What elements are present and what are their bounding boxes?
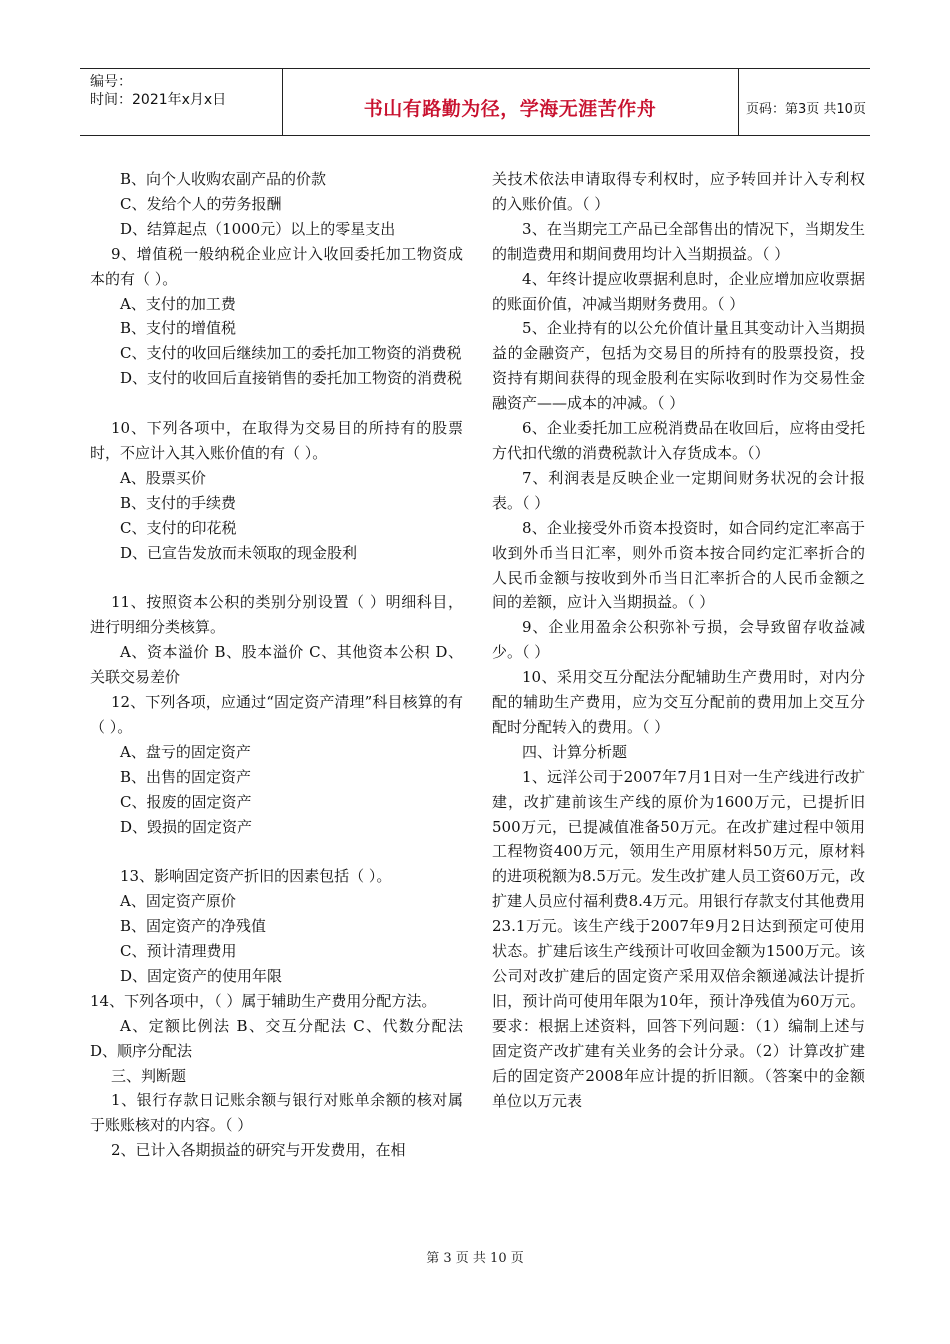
option-a: A、股票买价: [120, 468, 206, 487]
judgment-8: 8、企业接受外币资本投资时，如合同约定汇率高于收到外币当日汇率，则外币资本按合同约定汇率折合的人民币金额与按收到外币当日汇率折合的人民币金额之间的差额，应计入当期损益。（ ）: [492, 518, 865, 612]
question-11: 11、按照资本公积的类别分别设置（ ）明细科目，进行明细分类核算。: [90, 593, 463, 637]
question-10: 10、下列各项中，在取得为交易目的所持有的股票时，不应计入其入账价值的有（ ）。: [90, 419, 463, 462]
judgment-2-cont: 关技术依法申请取得专利权时，应予转回并计入专利权的入账价值。（ ）: [492, 170, 865, 213]
question-14: 14、下列各项中，（ ）属于辅助生产费用分配方法。: [90, 991, 437, 1010]
spacer: [90, 391, 463, 416]
option-b: B、固定资产的净残值: [120, 917, 267, 936]
motto: 书山有路勤为径，学海无涯苦作舟: [363, 97, 657, 120]
question-9: 9、增值税一般纳税企业应计入收回委托加工物资成本的有（ ）。: [90, 244, 463, 288]
option-c: C、报废的固定资产: [120, 792, 252, 811]
spacer: [90, 839, 463, 864]
option-c: C、预计清理费用: [120, 942, 237, 961]
option-c: C、发给个人的劳务报酬: [120, 194, 282, 213]
option-d: D、固定资产的使用年限: [120, 966, 283, 985]
option-c: C、支付的收回后继续加工的委托加工物资的消费税: [120, 344, 462, 363]
judgment-2: 2、已计入各期损益的研究与开发费用，在相: [111, 1141, 406, 1160]
options-14: A、定额比例法 B、交互分配法 C、代数分配法 D、顺序分配法: [90, 1016, 463, 1060]
option-a: A、固定资产原价: [120, 892, 236, 911]
options-11: A、资本溢价 B、股本溢价 C、其他资本公积 D、关联交易差价: [90, 643, 463, 687]
judgment-3: 3、在当期完工产品已全部售出的情况下，当期发生的制造费用和期间费用均计入当期损益。（ ）: [492, 219, 865, 263]
option-b: B、支付的手续费: [120, 493, 237, 512]
option-a: A、盘亏的固定资产: [120, 742, 251, 761]
page-footer: 第 3 页 共 10 页: [426, 1251, 524, 1266]
spacer: [90, 565, 463, 590]
right-column: [492, 167, 865, 1113]
page-header: [80, 68, 870, 136]
option-b: B、向个人收购农副产品的价款: [120, 170, 327, 188]
left-column: [90, 167, 463, 1163]
question-13: 13、影响固定资产折旧的因素包括（ ）。: [120, 867, 392, 886]
option-d: D、已宣告发放而未领取的现金股利: [120, 543, 358, 562]
option-a: A、支付的加工费: [120, 294, 236, 313]
option-b: B、支付的增值税: [120, 319, 237, 338]
calculation-1: 1、远洋公司于2007年7月1日对一生产线进行改扩建，改扩建前该生产线的原价为1600万元，已提折旧500万元，已提减值准备50万元。在改扩建过程中领用工程物资400万元，领用生产用原材料50万元，原材料的进项税额为8.5万元。发生改扩建人员工资60万元，改扩建人员应付福利费8.4万元。用银行存款支付其他费用23.1万元。该生产线于2007年9月2日达到预定可使用状态。扩建后该生产线预计可收回金额为1500万元。该公司对改扩建后的固定资产采用双倍余额递减法计提折旧，预计尚可使用年限为10年，预计净残值为60万元。要求：根据上述资料，回答下列问题：（1）编制上述与固定资产改扩建有关业务的会计分录。（2）计算改扩建后的固定资产2008年应计提的折旧额。（答案中的金额单位以万元表: [492, 767, 865, 1110]
header-motto-cell: [282, 69, 739, 135]
date-label: 时间：2021年x月x日: [90, 92, 227, 108]
judgment-1: 1、银行存款日记账余额与银行对账单余额的核对属于账账核对的内容。（ ）: [90, 1091, 463, 1135]
option-d: D、毁损的固定资产: [120, 817, 253, 836]
question-12: 12、下列各项，应通过“固定资产清理”科目核算的有（ ）。: [90, 693, 463, 736]
judgment-4: 4、年终计提应收票据利息时，企业应增加应收票据的账面价值，冲减当期财务费用。（ ）: [492, 269, 865, 313]
judgment-9: 9、企业用盈余公积弥补亏损，会导致留存收益减少。（ ）: [492, 618, 865, 662]
judgment-7: 7、利润表是反映企业一定期间财务状况的会计报表。（ ）: [492, 468, 865, 512]
judgment-6: 6、企业委托加工应税消费品在收回后，应将由受托方代扣代缴的消费税款计入存货成本。（）: [492, 419, 865, 462]
option-c: C、支付的印花税: [120, 518, 237, 537]
section-heading-calculation: 四、计算分析题: [522, 742, 628, 761]
judgment-10: 10、采用交互分配法分配辅助生产费用时，对内分配的辅助生产费用，应为交互分配前的费用加上交互分配时分配转入的费用。（ ）: [492, 668, 865, 736]
option-b: B、出售的固定资产: [120, 767, 252, 786]
option-d: D、支付的收回后直接销售的委托加工物资的消费税: [120, 369, 463, 388]
number-label: 编号：: [90, 74, 132, 90]
header-meta: [80, 69, 283, 135]
page-info: 页码：第3页 共10页: [746, 101, 866, 117]
option-d: D、结算起点（1000元）以上的零星支出: [120, 219, 396, 238]
judgment-5: 5、企业持有的以公允价值计量且其变动计入当期损益的金融资产，包括为交易目的所持有的股票投资，投资持有期间获得的现金股利在实际收到时作为交易性金融资产——成本的冲减。（ ）: [492, 319, 865, 413]
section-heading-judgment: 三、判断题: [111, 1066, 187, 1085]
header-page-cell: [738, 69, 870, 135]
